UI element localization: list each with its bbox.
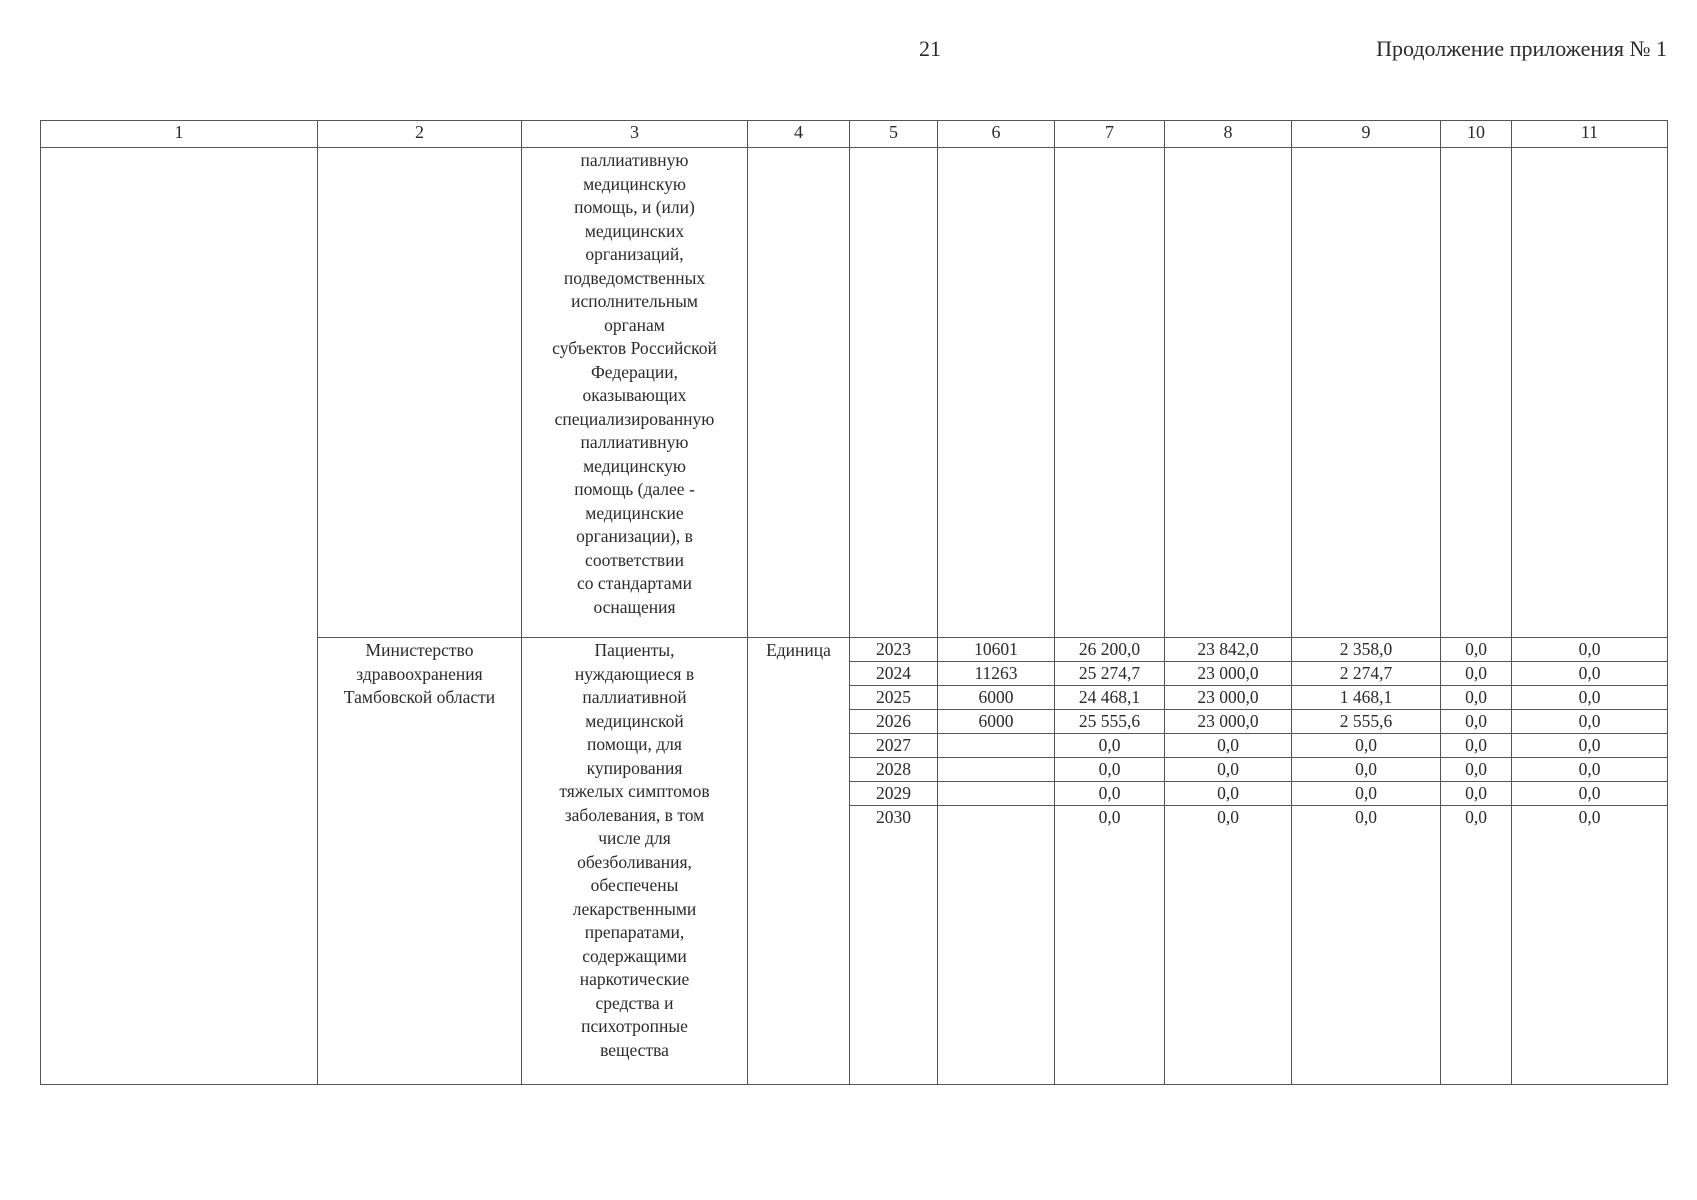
value-row xyxy=(1441,758,1511,782)
responsible-executor-cell xyxy=(318,638,522,1085)
year-value: 2025 xyxy=(850,686,937,710)
col6-value xyxy=(938,734,1054,758)
col9-value: 1 468,1 xyxy=(1292,686,1440,710)
col6-value: 10601 xyxy=(938,638,1054,662)
year-value: 2026 xyxy=(850,710,937,734)
value-row xyxy=(1512,806,1667,830)
value-row xyxy=(850,662,937,686)
year-value: 2029 xyxy=(850,782,937,806)
value-row xyxy=(1512,638,1667,662)
col11-list xyxy=(1512,638,1667,829)
value-row xyxy=(850,638,937,662)
indicator-line: обезболивания, xyxy=(577,851,692,872)
value-row xyxy=(1512,758,1667,782)
column-number: 6 xyxy=(938,121,1055,148)
description-line: соответствии xyxy=(585,549,684,570)
column-number: 7 xyxy=(1055,121,1165,148)
indicator-line: препаратами, xyxy=(584,922,685,942)
value-row xyxy=(1441,734,1511,758)
description-line: помощь, и (или) xyxy=(574,197,695,217)
empty-cell xyxy=(1055,148,1165,638)
value-row xyxy=(938,638,1054,662)
year-value: 2023 xyxy=(850,638,937,662)
value-row xyxy=(1055,758,1164,782)
column-number: 9 xyxy=(1292,121,1441,148)
indicator-line: тяжелых симптомов xyxy=(559,781,710,801)
value-row xyxy=(1441,638,1511,662)
empty-cell xyxy=(1165,148,1292,638)
indicator-line: лекарственными xyxy=(572,898,697,919)
col9-value: 2 358,0 xyxy=(1292,638,1440,662)
indicator-line: содержащими xyxy=(582,945,687,966)
col8-value: 23 000,0 xyxy=(1165,710,1291,734)
indicator-line: купирования xyxy=(586,757,683,778)
col11-value: 0,0 xyxy=(1512,782,1667,806)
year-value: 2030 xyxy=(876,807,911,827)
col11-value: 0,0 xyxy=(1512,638,1667,662)
indicator-line: медицинской xyxy=(585,710,684,731)
col7-value: 24 468,1 xyxy=(1055,686,1164,710)
value-row xyxy=(1512,710,1667,734)
value-row xyxy=(1441,782,1511,806)
value-row xyxy=(938,734,1054,758)
value-row xyxy=(1165,734,1291,758)
indicator-line: заболевания, в том xyxy=(564,804,705,825)
description-line: оснащения xyxy=(593,596,676,617)
value-row xyxy=(1292,662,1440,686)
col11-value: 0,0 xyxy=(1512,758,1667,782)
col10-value: 0,0 xyxy=(1441,662,1511,686)
value-row xyxy=(850,806,937,830)
indicator-line: паллиативной xyxy=(582,687,687,707)
col9-list xyxy=(1292,638,1440,829)
value-row xyxy=(850,686,937,710)
continued-description-cell xyxy=(522,148,748,638)
col6-value xyxy=(938,782,1054,806)
col7-value: 0,0 xyxy=(1055,734,1164,758)
indicator-line: средства и xyxy=(595,992,674,1013)
description-line: исполнительным xyxy=(571,291,698,311)
value-row xyxy=(1292,710,1440,734)
description-line: медицинские xyxy=(585,502,684,523)
value-row xyxy=(1165,686,1291,710)
col2-empty-cell xyxy=(318,148,522,638)
col6-value: 11263 xyxy=(938,662,1054,686)
empty-cell xyxy=(1441,148,1512,638)
program-table xyxy=(40,120,1668,1085)
col6-value: 6000 xyxy=(938,686,1054,710)
value-row xyxy=(1165,758,1291,782)
value-row xyxy=(1292,806,1440,830)
col11-value: 0,0 xyxy=(1578,807,1601,827)
col6-values xyxy=(938,638,1055,1085)
description-line: медицинскую xyxy=(583,173,686,194)
col7-list xyxy=(1055,638,1164,829)
value-row xyxy=(938,758,1054,782)
continued-row xyxy=(41,148,1668,638)
description-line: медицинских xyxy=(584,220,685,241)
col8-values xyxy=(1165,638,1292,1085)
col11-values xyxy=(1512,638,1668,1085)
value-row xyxy=(1292,758,1440,782)
value-row xyxy=(938,662,1054,686)
page-number: 21 xyxy=(919,36,941,61)
responsible-line: Тамбовской области xyxy=(343,687,496,707)
col7-value: 26 200,0 xyxy=(1055,638,1164,662)
value-row xyxy=(1292,782,1440,806)
col11-value: 0,0 xyxy=(1512,686,1667,710)
col10-value: 0,0 xyxy=(1441,782,1511,806)
description-line: паллиативную xyxy=(580,432,689,452)
col10-list xyxy=(1441,638,1511,829)
col7-value: 0,0 xyxy=(1055,758,1164,782)
column-number: 4 xyxy=(748,121,850,148)
indicator-line: числе для xyxy=(598,828,671,848)
indicator-line: Пациенты, xyxy=(594,640,675,660)
col10-value: 0,0 xyxy=(1465,807,1487,827)
col10-value: 0,0 xyxy=(1441,734,1511,758)
responsible-line: здравоохранения xyxy=(356,663,483,684)
empty-cell xyxy=(1512,148,1668,638)
col8-value: 0,0 xyxy=(1165,758,1291,782)
value-row xyxy=(1055,806,1164,830)
value-row xyxy=(1292,686,1440,710)
col7-value: 25 274,7 xyxy=(1055,662,1164,686)
col8-value: 23 000,0 xyxy=(1165,662,1291,686)
description-line: паллиативную xyxy=(580,150,689,170)
col9-value: 0,0 xyxy=(1355,807,1377,827)
col10-value: 0,0 xyxy=(1441,638,1511,662)
col9-value: 2 274,7 xyxy=(1292,662,1440,686)
value-row xyxy=(1165,806,1291,830)
value-row xyxy=(938,686,1054,710)
col11-value: 0,0 xyxy=(1512,662,1667,686)
description-line: организаций, xyxy=(585,244,684,264)
col7-value: 0,0 xyxy=(1055,782,1164,806)
value-row xyxy=(1292,734,1440,758)
col8-value: 23 000,0 xyxy=(1165,686,1291,710)
col6-value: 6000 xyxy=(938,710,1054,734)
value-row xyxy=(1165,710,1291,734)
col9-value: 0,0 xyxy=(1292,758,1440,782)
empty-cell xyxy=(850,148,938,638)
description-line: Федерации, xyxy=(590,361,679,382)
col11-value: 0,0 xyxy=(1512,710,1667,734)
years-list xyxy=(850,638,937,829)
value-row xyxy=(1512,734,1667,758)
empty-cell xyxy=(1292,148,1441,638)
value-row xyxy=(1165,782,1291,806)
col10-value: 0,0 xyxy=(1441,710,1511,734)
description-line: подведомственных xyxy=(563,267,706,288)
value-row xyxy=(1512,686,1667,710)
col6-value xyxy=(938,806,1054,830)
column-number: 3 xyxy=(522,121,748,148)
col8-list xyxy=(1165,638,1291,829)
col10-value: 0,0 xyxy=(1441,758,1511,782)
col11-value: 0,0 xyxy=(1512,734,1667,758)
value-row xyxy=(1165,638,1291,662)
responsible-line: Министерство xyxy=(365,640,474,660)
value-row xyxy=(938,710,1054,734)
year-value: 2027 xyxy=(850,734,937,758)
value-row xyxy=(850,758,937,782)
empty-cell xyxy=(938,148,1055,638)
value-row xyxy=(1441,662,1511,686)
value-row xyxy=(850,782,937,806)
indicator-line: помощи, для xyxy=(587,734,682,754)
description-line: специализированную xyxy=(554,408,715,429)
col8-value: 23 842,0 xyxy=(1165,638,1291,662)
unit-cell: Единица xyxy=(748,638,850,1085)
col9-value: 2 555,6 xyxy=(1292,710,1440,734)
value-row xyxy=(1441,806,1511,830)
indicator-description-cell xyxy=(522,638,748,1085)
column-number: 1 xyxy=(41,121,318,148)
description-line: медицинскую xyxy=(583,455,686,476)
value-row xyxy=(1441,686,1511,710)
description-line: со стандартами xyxy=(577,573,692,593)
col7-values xyxy=(1055,638,1165,1085)
value-row xyxy=(1055,734,1164,758)
col8-value: 0,0 xyxy=(1165,734,1291,758)
indicator-line: обеспечены xyxy=(590,875,679,895)
value-row xyxy=(1055,686,1164,710)
description-line: организации), в xyxy=(576,526,693,546)
year-value: 2024 xyxy=(850,662,937,686)
description-line: помощь (далее - xyxy=(574,479,695,499)
value-row xyxy=(938,806,1054,830)
column-number: 8 xyxy=(1165,121,1292,148)
value-row xyxy=(1165,662,1291,686)
value-row xyxy=(850,734,937,758)
indicator-line: наркотические xyxy=(579,969,690,989)
col10-value: 0,0 xyxy=(1441,686,1511,710)
col7-value: 25 555,6 xyxy=(1055,710,1164,734)
value-row xyxy=(850,710,937,734)
column-number: 10 xyxy=(1441,121,1512,148)
description-line: оказывающих xyxy=(582,385,687,405)
column-number-row xyxy=(41,121,1668,148)
value-row xyxy=(1512,662,1667,686)
year-value: 2028 xyxy=(850,758,937,782)
indicator-line: нуждающиеся в xyxy=(574,663,695,684)
value-row xyxy=(1055,638,1164,662)
indicator-line: вещества xyxy=(600,1039,669,1060)
value-row xyxy=(1292,638,1440,662)
description-line: органам xyxy=(604,314,665,335)
indicator-line: психотропные xyxy=(581,1016,688,1036)
value-row xyxy=(938,782,1054,806)
col8-value: 0,0 xyxy=(1165,782,1291,806)
col6-value xyxy=(938,758,1054,782)
col9-value: 0,0 xyxy=(1292,734,1440,758)
col9-value: 0,0 xyxy=(1292,782,1440,806)
col10-values xyxy=(1441,638,1512,1085)
col1-empty-cell xyxy=(41,148,318,1085)
value-row xyxy=(1441,710,1511,734)
col9-values xyxy=(1292,638,1441,1085)
year-column xyxy=(850,638,938,1085)
description-line: субъектов Российской xyxy=(552,338,717,358)
column-number: 2 xyxy=(318,121,522,148)
value-row xyxy=(1055,710,1164,734)
column-number: 11 xyxy=(1512,121,1668,148)
col6-list xyxy=(938,638,1054,829)
column-number: 5 xyxy=(850,121,938,148)
value-row xyxy=(1055,782,1164,806)
col8-value: 0,0 xyxy=(1217,807,1239,827)
empty-cell xyxy=(748,148,850,638)
value-row xyxy=(1512,782,1667,806)
appendix-continuation-label: Продолжение приложения № 1 xyxy=(1376,36,1667,61)
col7-value: 0,0 xyxy=(1098,807,1121,827)
value-row xyxy=(1055,662,1164,686)
